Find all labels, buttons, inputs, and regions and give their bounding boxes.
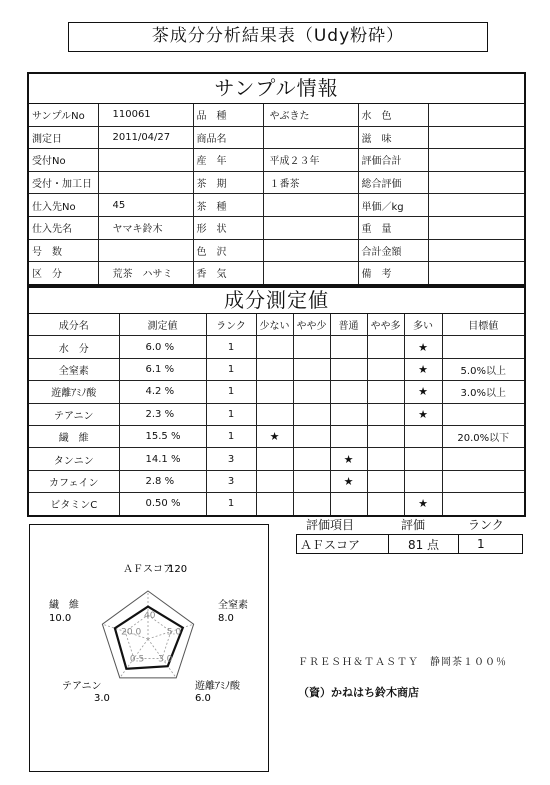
radar-chart xyxy=(30,525,267,770)
sample-info-label: 受付No xyxy=(29,149,98,172)
measurement-column-header: 多い xyxy=(404,314,442,336)
radar-tick-label: 0.5 xyxy=(129,654,145,665)
rank-value: 1 xyxy=(206,358,256,380)
sample-info-table xyxy=(29,104,524,284)
radar-tick-label: 20.0 xyxy=(121,627,142,638)
level-cell xyxy=(293,336,330,358)
evaluation-score: 81 点 xyxy=(389,535,459,554)
sample-info-label: 商品名 xyxy=(193,126,263,149)
measurement-column-header: 少ない xyxy=(256,314,293,336)
sample-info-value xyxy=(428,194,524,217)
star-icon: ★ xyxy=(418,362,428,376)
sample-info-label: 香 気 xyxy=(193,262,263,284)
measurement-column-header: 普通 xyxy=(330,314,367,336)
sample-info-label: 単価／kg xyxy=(358,194,428,217)
measured-value: 14.1 % xyxy=(119,448,206,470)
measurement-column-header: 目標値 xyxy=(442,314,524,336)
star-icon: ★ xyxy=(343,474,354,488)
rank-value: 3 xyxy=(206,470,256,492)
sample-info-label: 仕入先No xyxy=(29,194,98,217)
sample-info-label: 重 量 xyxy=(358,216,428,239)
evaluation-block xyxy=(296,516,526,554)
level-cell xyxy=(293,470,330,492)
measurement-column-header: ランク xyxy=(206,314,256,336)
measured-value: 2.8 % xyxy=(119,470,206,492)
sample-info-label: 備 考 xyxy=(358,262,428,284)
measurement-row xyxy=(29,403,524,425)
level-cell xyxy=(367,358,404,380)
level-cell xyxy=(404,448,442,470)
sample-info-panel xyxy=(27,72,526,286)
rank-value: 1 xyxy=(206,425,256,447)
sample-info-label: 号 数 xyxy=(29,239,98,262)
level-cell xyxy=(330,470,367,492)
evaluation-table xyxy=(296,534,523,554)
sample-info-value xyxy=(428,216,524,239)
level-cell xyxy=(367,403,404,425)
sample-info-value: 荒茶 ハサミ xyxy=(98,262,193,284)
level-cell xyxy=(330,403,367,425)
tagline: ＦＲＥＳＨ＆ＴＡＳＴＹ 静岡茶１００％ xyxy=(298,657,507,668)
radar-axis-max-label: 8.0 xyxy=(218,613,234,624)
sample-info-row xyxy=(29,126,524,149)
evaluation-score-header: 評価 xyxy=(401,518,426,532)
measurement-table xyxy=(29,314,524,515)
measurement-row xyxy=(29,448,524,470)
sample-info-value: 110061 xyxy=(98,104,193,126)
evaluation-item: ＡＦスコア xyxy=(297,535,389,554)
component-name: テアニン xyxy=(29,403,119,425)
star-icon: ★ xyxy=(418,497,428,511)
sample-info-value xyxy=(263,194,358,217)
measurement-heading: 成分測定値 xyxy=(29,288,524,314)
measured-value: 6.1 % xyxy=(119,358,206,380)
sample-info-value xyxy=(428,239,524,262)
level-cell xyxy=(404,358,442,380)
sample-info-value xyxy=(98,171,193,194)
sample-info-value xyxy=(98,239,193,262)
star-icon: ★ xyxy=(343,452,354,466)
target-value xyxy=(442,448,524,470)
radar-axis-label: 遊離ｱﾐﾉ酸 xyxy=(195,681,240,692)
target-value xyxy=(442,403,524,425)
evaluation-row xyxy=(297,535,523,554)
level-cell xyxy=(330,425,367,447)
sample-info-row xyxy=(29,239,524,262)
sample-info-row xyxy=(29,262,524,284)
radar-axis-label: テアニン xyxy=(62,681,102,692)
level-cell xyxy=(293,425,330,447)
sample-info-label: 受付・加工日 xyxy=(29,171,98,194)
sample-info-label: 合計金額 xyxy=(358,239,428,262)
rank-value: 1 xyxy=(206,381,256,403)
sample-info-value: 2011/04/27 xyxy=(98,126,193,149)
sample-info-value xyxy=(428,126,524,149)
target-value xyxy=(442,470,524,492)
star-icon: ★ xyxy=(418,340,428,354)
evaluation-item-header: 評価項目 xyxy=(306,518,355,532)
target-value: 20.0%以下 xyxy=(442,425,524,447)
measured-value: 6.0 % xyxy=(119,336,206,358)
sample-info-label: 評価合計 xyxy=(358,149,428,172)
radar-tick-label: 40 xyxy=(144,611,156,621)
radar-axis-max-label: 10.0 xyxy=(49,613,72,624)
level-cell xyxy=(404,336,442,358)
radar-axis-label: ＡＦスコア xyxy=(123,564,173,575)
sample-info-label: 茶 期 xyxy=(193,171,263,194)
level-cell xyxy=(256,470,293,492)
star-icon: ★ xyxy=(418,407,428,421)
sample-info-value xyxy=(263,216,358,239)
measurement-column-header: 成分名 xyxy=(29,314,119,336)
measurement-row xyxy=(29,493,524,515)
level-cell xyxy=(256,403,293,425)
sample-info-value: ヤマキ鈴木 xyxy=(98,216,193,239)
measurement-row xyxy=(29,336,524,358)
measurement-header-row xyxy=(29,314,524,336)
target-value: 5.0%以上 xyxy=(442,358,524,380)
component-name: ビタミンC xyxy=(29,493,119,515)
sample-info-value xyxy=(428,262,524,284)
radar-axis-max-label: 6.0 xyxy=(195,693,211,704)
target-value xyxy=(442,493,524,515)
radar-tick-label: 3.0 xyxy=(158,654,173,665)
sample-info-value xyxy=(263,262,358,284)
rank-value: 1 xyxy=(206,403,256,425)
level-cell xyxy=(256,336,293,358)
sample-info-value xyxy=(428,149,524,172)
level-cell xyxy=(293,403,330,425)
rank-value: 1 xyxy=(206,493,256,515)
level-cell xyxy=(367,493,404,515)
level-cell xyxy=(256,381,293,403)
level-cell xyxy=(330,448,367,470)
sample-info-label: 品 種 xyxy=(193,104,263,126)
sample-info-label: 水 色 xyxy=(358,104,428,126)
level-cell xyxy=(404,381,442,403)
radar-axis-label: 全窒素 xyxy=(218,600,248,611)
measured-value: 15.5 % xyxy=(119,425,206,447)
radar-chart-frame xyxy=(29,524,269,772)
level-cell xyxy=(367,470,404,492)
level-cell xyxy=(404,403,442,425)
company-name: （資）かねはち鈴木商店 xyxy=(298,686,419,699)
measurement-row xyxy=(29,381,524,403)
level-cell xyxy=(367,425,404,447)
sample-info-value xyxy=(428,104,524,126)
sample-info-label: 総合評価 xyxy=(358,171,428,194)
measurement-row xyxy=(29,358,524,380)
measured-value: 2.3 % xyxy=(119,403,206,425)
sample-info-label: 色 沢 xyxy=(193,239,263,262)
level-cell xyxy=(330,358,367,380)
measurement-panel xyxy=(27,286,526,517)
star-icon: ★ xyxy=(269,430,280,444)
rank-value: 3 xyxy=(206,448,256,470)
sample-info-value: 平成２３年 xyxy=(263,149,358,172)
level-cell xyxy=(330,381,367,403)
sample-info-label: 仕入先名 xyxy=(29,216,98,239)
sample-info-label: 滋 味 xyxy=(358,126,428,149)
page-title: 茶成分分析結果表（Udy粉砕） xyxy=(68,22,488,52)
level-cell xyxy=(293,381,330,403)
sample-info-label: 形 状 xyxy=(193,216,263,239)
sample-info-row xyxy=(29,194,524,217)
sample-info-heading: サンプル情報 xyxy=(29,74,524,104)
star-icon: ★ xyxy=(418,385,428,399)
radar-axis-max-label: 3.0 xyxy=(94,693,110,704)
sample-info-label: 産 年 xyxy=(193,149,263,172)
measurement-row xyxy=(29,470,524,492)
sample-info-value: やぶきた xyxy=(263,104,358,126)
component-name: タンニン xyxy=(29,448,119,470)
sample-info-label: 測定日 xyxy=(29,126,98,149)
sample-info-label: 茶 種 xyxy=(193,194,263,217)
sample-info-label: 区 分 xyxy=(29,262,98,284)
measured-value: 4.2 % xyxy=(119,381,206,403)
measured-value: 0.50 % xyxy=(119,493,206,515)
sample-info-row xyxy=(29,171,524,194)
level-cell xyxy=(256,448,293,470)
target-value xyxy=(442,336,524,358)
measurement-column-header: 測定値 xyxy=(119,314,206,336)
component-name: 水 分 xyxy=(29,336,119,358)
evaluation-rank: 1 xyxy=(459,535,523,554)
sample-info-value xyxy=(98,149,193,172)
sample-info-value xyxy=(428,171,524,194)
level-cell xyxy=(256,493,293,515)
sample-info-value xyxy=(263,126,358,149)
level-cell xyxy=(256,425,293,447)
sample-info-value: 45 xyxy=(98,194,193,217)
component-name: 遊離ｱﾐﾉ酸 xyxy=(29,381,119,403)
level-cell xyxy=(293,448,330,470)
level-cell xyxy=(293,358,330,380)
component-name: カフェイン xyxy=(29,470,119,492)
level-cell xyxy=(367,448,404,470)
measurement-column-header: やや多 xyxy=(367,314,404,336)
sample-info-label: サンプルNo xyxy=(29,104,98,126)
evaluation-rank-header: ランク xyxy=(468,518,504,532)
level-cell xyxy=(293,493,330,515)
sample-info-row xyxy=(29,149,524,172)
level-cell xyxy=(404,470,442,492)
sample-info-row xyxy=(29,104,524,126)
level-cell xyxy=(404,425,442,447)
sample-info-row xyxy=(29,216,524,239)
radar-axis-max-label: 120 xyxy=(168,564,188,575)
sample-info-value: １番茶 xyxy=(263,171,358,194)
level-cell xyxy=(367,336,404,358)
level-cell xyxy=(330,493,367,515)
radar-tick-label: 5.0 xyxy=(166,627,182,638)
level-cell xyxy=(256,358,293,380)
level-cell xyxy=(367,381,404,403)
rank-value: 1 xyxy=(206,336,256,358)
level-cell xyxy=(404,493,442,515)
target-value: 3.0%以上 xyxy=(442,381,524,403)
component-name: 全窒素 xyxy=(29,358,119,380)
measurement-row xyxy=(29,425,524,447)
measurement-column-header: やや少 xyxy=(293,314,330,336)
level-cell xyxy=(330,336,367,358)
component-name: 繊 維 xyxy=(29,425,119,447)
sample-info-value xyxy=(263,239,358,262)
radar-axis-label: 繊 維 xyxy=(49,600,79,611)
